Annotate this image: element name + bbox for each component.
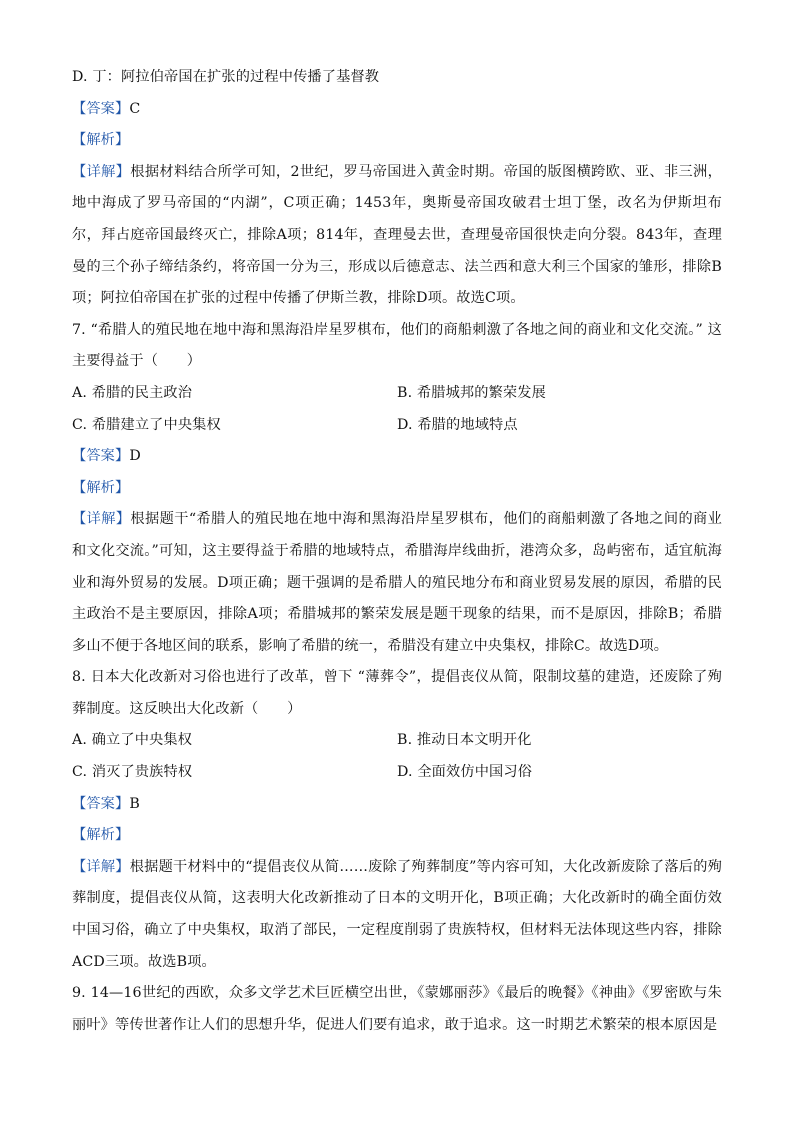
answer-tag: 【答案】: [72, 100, 130, 117]
q6-answer: [72, 94, 722, 126]
detail-text: 根据题干材料中的“提倡丧仪从简……废除了殉葬制度”等内容可知，大化改新废除了落后的殉葬制度，提倡丧仪从简，这表明大化改新推动了日本的文明开化，B项正确；大化改新时的确全面仿效中国习俗，确立了中央集权，取消了部民，一定程度削弱了贵族特权，但材料无法体现这些内容，排除ACD三项。故选B项。: [72, 858, 722, 970]
detail-tag: 【详解】: [72, 163, 131, 180]
answer-tag: 【答案】: [72, 795, 130, 812]
detail-text: 根据题干“希腊人的殖民地在地中海和黑海沿岸星罗棋布，他们的商船刺激了各地之间的商业和文化交流。”可知，这主要得益于希腊的地域特点，希腊海岸线曲折，港湾众多，岛屿密布，适宜航海业和海外贸易的发展。D项正确；题干强调的是希腊人的殖民地分布和商业贸易发展的原因，希腊的民主政治不是主要原因，排除A项；希腊城邦的繁荣发展是题干现象的结果，而不是原因，排除B；希腊多山不便于各地区间的联系，影响了希腊的统一，希腊没有建立中央集权，排除C。故选D项。: [72, 511, 722, 654]
answer-value: C: [129, 100, 141, 117]
q7-option-b: B. 希腊城邦的繁荣发展: [397, 384, 546, 401]
q7-option-d: D. 希腊的地域特点: [397, 416, 518, 433]
q7-stem: 7. “希腊人的殖民地在地中海和黑海沿岸星罗棋布，他们的商船刺激了各地之间的商业和文化交流。” 这主要得益于（ ）: [72, 321, 722, 370]
q8-answer: [72, 789, 722, 821]
detail-tag: 【详解】: [72, 858, 130, 875]
q8-options-row-1: [72, 725, 722, 757]
q7-options-row-2: [72, 410, 722, 442]
q8-option-d: D. 全面效仿中国习俗: [397, 764, 533, 781]
answer-value: D: [129, 448, 141, 465]
q8-option-b: B. 推动日本文明开化: [397, 732, 532, 749]
q6-option-d: D. 丁：阿拉伯帝国在扩张的过程中传播了基督教: [72, 69, 380, 85]
exam-document: [72, 62, 722, 1041]
q7-answer: [72, 441, 722, 473]
q8-stem: 8. 日本大化改新对习俗也进行了改革，曾下 “薄葬令”，提倡丧仪从简，限制坟墓的建造，还废除了殉葬制度。这反映出大化改新（ ）: [72, 669, 722, 717]
q8-option-c: C. 消灭了贵族特权: [72, 764, 193, 781]
answer-tag: 【答案】: [72, 448, 130, 465]
detail-tag: 【详解】: [72, 511, 131, 528]
detail-text: 根据材料结合所学可知，2世纪，罗马帝国进入黄金时期。帝国的版图横跨欧、亚、非三洲，地中海成了罗马帝国的“内湖”，C项正确；1453年，奥斯曼帝国攻破君士坦丁堡，改名为伊斯坦布尔，拜占庭帝国最终灭亡，排除A项；814年，查理曼去世，查理曼帝国很快走向分裂。843年，查理曼的三个孙子缔结条约，将帝国一分为三，形成以后德意志、法兰西和意大利三个国家的雏形，排除B项；阿拉伯帝国在扩张的过程中传播了伊斯兰教，排除D项。故选C项。: [72, 163, 722, 307]
q7-option-c: C. 希腊建立了中央集权: [72, 416, 221, 433]
q8-detail: [72, 852, 722, 978]
q7-option-a: A. 希腊的民主政治: [72, 384, 193, 401]
q7-analysis-tag: 【解析】: [72, 479, 130, 496]
q8-analysis-tag: 【解析】: [72, 827, 130, 844]
q6-detail: [72, 157, 722, 315]
q7-detail: [72, 504, 722, 662]
answer-value: B: [129, 795, 140, 812]
q9-stem: 9. 14—16世纪的西欧，众多文学艺术巨匠横空出世，《蒙娜丽莎》《最后的晚餐》《神曲》《罗密欧与朱丽叶》等传世著作让人们的思想升华，促进人们要有追求，敢于追求。这一时期艺术繁荣的根本原因是: [72, 985, 722, 1033]
q7-options-row-1: [72, 378, 722, 410]
q8-options-row-2: [72, 757, 722, 789]
q6-analysis-tag: 【解析】: [72, 132, 130, 149]
q8-option-a: A. 确立了中央集权: [72, 732, 193, 749]
